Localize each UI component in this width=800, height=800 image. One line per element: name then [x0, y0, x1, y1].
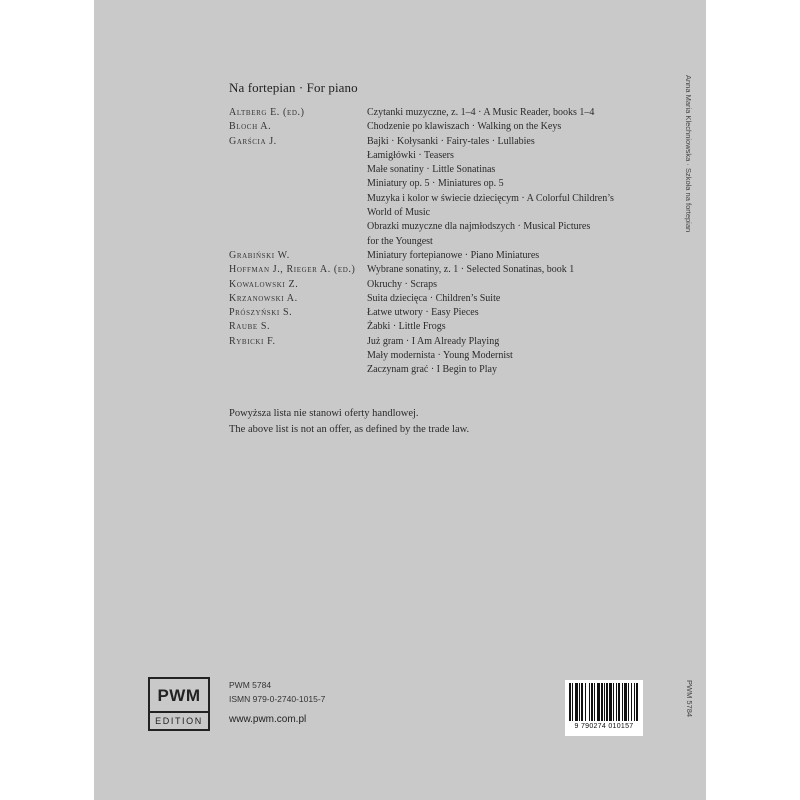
spine-code-text: PWM 5784 — [685, 680, 694, 718]
catalog-title-line: Muzyka i kolor w świecie dziecięcym · A Colorful Children’s — [367, 192, 614, 204]
barcode-bar — [594, 683, 595, 721]
legal-notice — [229, 406, 469, 438]
catalog-number: PWM 5784 — [229, 680, 272, 690]
barcode-bar — [616, 683, 617, 721]
catalog-title-line: Żabki · Little Frogs — [367, 321, 446, 333]
catalog-entry — [229, 135, 669, 249]
catalog-title-line: Bajki · Kołysanki · Fairy-tales · Lullabies — [367, 135, 535, 147]
barcode-bar — [606, 683, 608, 721]
barcode-bar — [622, 683, 623, 721]
catalog-titles — [367, 292, 669, 306]
catalog-list — [229, 106, 669, 378]
catalog-titles — [367, 120, 669, 134]
catalog-author: Bloch A. — [229, 121, 272, 133]
barcode-bar — [581, 683, 583, 721]
catalog-title-line: Miniatury fortepianowe · Piano Miniatures — [367, 249, 540, 261]
barcode-bar — [569, 683, 571, 721]
catalog-titles — [367, 278, 669, 292]
catalog-entry — [229, 292, 669, 306]
catalog-titles — [367, 306, 669, 320]
catalog-title-line: Suita dziecięca · Children’s Suite — [367, 292, 501, 304]
catalog-author: Kowalowski Z. — [229, 278, 299, 290]
catalog-author: Raube S. — [229, 321, 271, 333]
catalog-heading: Na fortepian · For piano — [229, 80, 358, 95]
catalog-title-line: Miniatury op. 5 · Miniatures op. 5 — [367, 178, 504, 190]
catalog-entry — [229, 263, 669, 277]
barcode-digits: 9 790274 010157 — [574, 723, 634, 730]
barcode-bar — [613, 683, 614, 721]
spine-title-text: Anna Maria Klechniowska · Szkoła na fortepian — [684, 75, 693, 233]
pwm-edition-logo — [148, 677, 210, 731]
catalog-title-line: Łatwe utwory · Easy Pieces — [367, 307, 479, 319]
barcode-bar — [597, 683, 600, 721]
catalog-titles — [367, 335, 669, 378]
notice-polish: Powyższa lista nie stanowi oferty handlowej. — [229, 408, 419, 419]
barcode-bars — [565, 680, 643, 724]
catalog-title-line: Wybrane sonatiny, z. 1 · Selected Sonatinas, book 1 — [367, 264, 575, 276]
catalog-title-line: World of Music — [367, 207, 431, 219]
barcode-bar — [591, 683, 593, 721]
spine-area — [706, 0, 800, 800]
catalog-title-line: Czytanki muzyczne, z. 1–4 · A Music Reader, books 1–4 — [367, 107, 595, 118]
catalog-title-line: Już gram · I Am Already Playing — [367, 335, 500, 347]
spine-title — [683, 75, 697, 305]
barcode-bar — [624, 683, 627, 721]
catalog-titles — [367, 249, 669, 263]
catalog-entry — [229, 249, 669, 263]
barcode-bar — [631, 683, 632, 721]
spine-catalog-number — [684, 680, 696, 740]
logo-divider — [150, 711, 208, 713]
publisher-website: www.pwm.com.pl — [229, 714, 307, 725]
catalog-author: Altberg E. (ed.) — [229, 107, 305, 118]
catalog-author: Grabiński W. — [229, 249, 290, 261]
catalog-titles — [367, 106, 669, 120]
catalog-title-line: Obrazki muzyczne dla najmłodszych · Musical Pictures — [367, 221, 591, 233]
barcode-bar — [628, 683, 629, 721]
catalog-author: Prószyński S. — [229, 307, 293, 319]
barcode — [565, 680, 643, 736]
barcode-bar — [585, 683, 586, 721]
catalog-entry — [229, 335, 669, 378]
ismn-number: ISMN 979-0-2740-1015-7 — [229, 693, 326, 704]
notice-english: The above list is not an offer, as defined by the trade law. — [229, 424, 470, 435]
logo-sub-text: EDITION — [155, 716, 203, 726]
barcode-bar — [579, 683, 580, 721]
barcode-bar — [634, 683, 635, 721]
catalog-titles — [367, 263, 669, 277]
barcode-bar — [575, 683, 578, 721]
catalog-author: Rybicki F. — [229, 335, 276, 347]
catalog-title-line: for the Youngest — [367, 235, 433, 247]
catalog-author: Garścia J. — [229, 135, 277, 147]
barcode-bar — [618, 683, 620, 721]
publisher-info — [229, 679, 325, 706]
catalog-entry — [229, 320, 669, 334]
catalog-author: Hoffman J., Rieger A. (ed.) — [229, 264, 356, 276]
barcode-bar — [572, 683, 573, 721]
catalog-titles — [367, 135, 669, 249]
barcode-bar — [589, 683, 590, 721]
catalog-title-line: Mały modernista · Young Modernist — [367, 350, 513, 362]
catalog-entry — [229, 120, 669, 134]
catalog-entry — [229, 306, 669, 320]
barcode-bar — [601, 683, 603, 721]
catalog-title-line: Małe sonatiny · Little Sonatinas — [367, 164, 496, 176]
catalog-entry — [229, 106, 669, 120]
barcode-bar — [604, 683, 605, 721]
catalog-title-line: Łamigłówki · Teasers — [367, 149, 454, 161]
catalog-title-line: Okruchy · Scraps — [367, 278, 437, 290]
logo-main-text: PWM — [157, 686, 201, 705]
barcode-bar — [609, 683, 612, 721]
catalog-author: Krzanowski A. — [229, 292, 298, 304]
catalog-titles — [367, 320, 669, 334]
catalog-title-line: Chodzenie po klawiszach · Walking on the Keys — [367, 121, 562, 133]
barcode-bar — [636, 683, 638, 721]
catalog-title-line: Zaczynam grać · I Begin to Play — [367, 364, 497, 376]
catalog-entry — [229, 278, 669, 292]
